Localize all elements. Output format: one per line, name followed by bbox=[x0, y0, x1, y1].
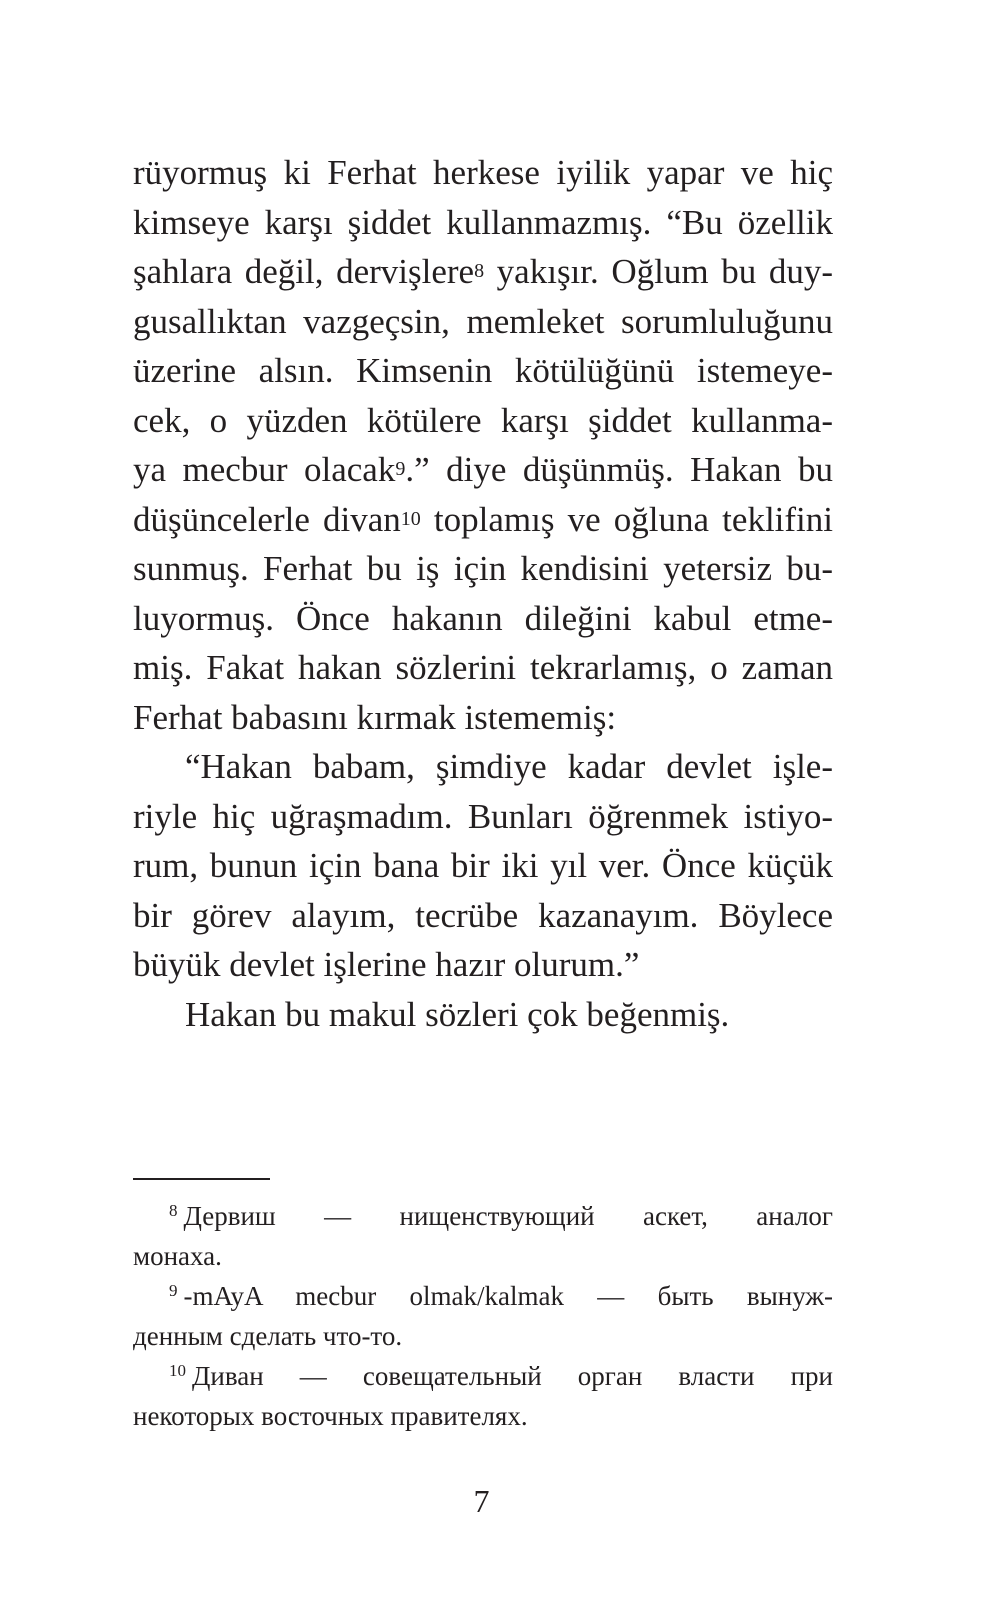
page-number: 7 bbox=[473, 1483, 490, 1519]
text-line: luyormuş. Önce hakanın dileğini kabul etme- bbox=[133, 598, 833, 638]
text-line: rüyormuş ki Ferhat herkese iyilik yapar ve hiç bbox=[133, 153, 833, 192]
text-line: üzerine alsın. Kimsenin kötülüğünü istemeye- bbox=[133, 351, 833, 390]
footnote-number: 9 bbox=[169, 1281, 178, 1300]
text-line: sunmuş. Ferhat bu iş için kendisini yetersiz bu- bbox=[133, 549, 833, 588]
text-line: kimseye karşı şiddet kullanmazmış. “Bu özellik bbox=[133, 202, 833, 242]
footnote-8: $^8$ Дервиш — нищенствующий аскет, аналог bbox=[169, 1201, 833, 1231]
footnote-ref-8: 8 bbox=[474, 260, 485, 282]
footnote-8-cont: монаха. bbox=[133, 1241, 222, 1271]
footnote-divider bbox=[133, 1178, 270, 1180]
footnote-ref-10: 10 bbox=[400, 507, 421, 530]
footnote-number: 8 bbox=[169, 1201, 178, 1220]
footnote-10: $^{10}$ Диван — совещательный орган власти при bbox=[169, 1361, 833, 1391]
text-line: bir görev alayım, tecrübe kazanayım. Böylece bbox=[133, 895, 833, 935]
footnotes bbox=[133, 1196, 833, 1436]
text-line: cek, o yüzden kötülere karşı şiddet kullanma- bbox=[133, 400, 833, 440]
text-line: ya mecbur olacak$^9$.” diye düşünmüş. Hakan bu bbox=[133, 450, 833, 489]
footnote-10-cont: некоторых восточных правителях. bbox=[133, 1401, 528, 1431]
text-line: şahlara değil, dervişlere$^8$ yakışır. Oğlum bu duy- bbox=[133, 252, 833, 291]
text-line: rum, bunun için bana bir iki yıl ver. Önce küçük bbox=[133, 846, 833, 885]
main-text bbox=[133, 148, 833, 1039]
text-line: gusallıktan vazgeçsin, memleket sorumluluğunu bbox=[133, 301, 833, 341]
footnote-9: $^9$ -mAyA mecbur olmak/kalmak — быть вынуж- bbox=[169, 1281, 833, 1311]
text-line: Hakan bu makul sözleri çok beğenmiş. bbox=[185, 994, 730, 1034]
footnote-9-cont: денным сделать что-то. bbox=[133, 1321, 403, 1351]
text-line: riyle hiç uğraşmadım. Bunları öğrenmek istiyo- bbox=[133, 796, 833, 836]
text-line: büyük devlet işlerine hazır olurum.” bbox=[133, 945, 640, 984]
footnote-ref-9: 9 bbox=[395, 458, 406, 480]
text-line: “Hakan babam, şimdiye kadar devlet işle- bbox=[185, 747, 833, 786]
text-line: Ferhat babasını kırmak istememiş: bbox=[133, 697, 617, 737]
footnote-number: 10 bbox=[169, 1361, 186, 1380]
text-line: düşüncelerle divan$^{10}$ toplamış ve oğluna teklifini bbox=[133, 499, 833, 539]
text-line: miş. Fakat hakan sözlerini tekrarlamış, o zaman bbox=[133, 648, 833, 687]
